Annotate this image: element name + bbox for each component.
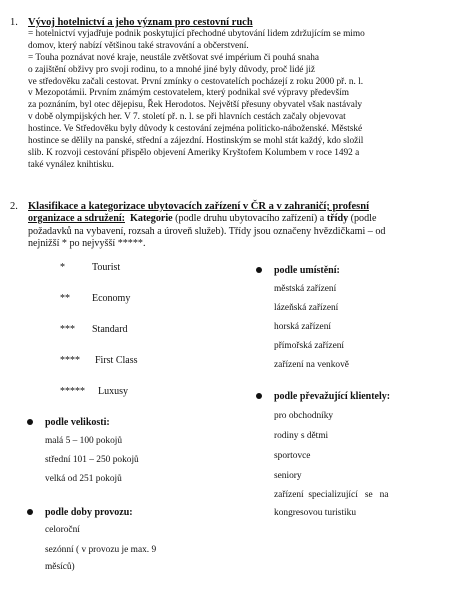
paragraph-line: = hotelnictví vyjadřuje podnik poskytující přechodné ubytování lidem zdržujícím se mimo [28,29,365,39]
list-item: zařízení specializující se na [274,490,389,500]
paragraph-line: v době olympijských her. V 7. století př. n. l. se při hlavních cestách začaly objevovat [28,112,346,123]
list-item: pro obchodníky [274,411,334,421]
list-item: měsíců) [45,562,75,572]
list-item: celoroční [45,525,80,535]
list-item: sezónní ( v provozu je max. 9 [45,545,157,555]
star-symbol: ** [60,293,70,304]
list-item: seniory [274,471,302,481]
paragraph-line: hostince se dělily na panské, střední a zájezdní. Hostinským se mohl stát každý, kdo složil [28,136,364,147]
list-item: zařízení na venkově [274,360,349,370]
kategorie-term: Kategorie [130,213,173,224]
intro-line: nejnižší * po nejvyšší *****. [28,238,146,250]
section-2-heading-line2: organizace a sdružení: [28,213,125,224]
section-1-number: 1. [10,17,18,28]
paragraph-line: o zajištění obživy pro svoji rodinu, to a mnohé jiné byly důvody, proč lidé již [28,64,316,75]
tridy-term: třídy [326,213,349,224]
section-1-paragraph [28,29,448,172]
star-label: Tourist [92,262,121,273]
section-2-heading-line1: Klasifikace a kategorizace ubytovacích zařízení v ČR a v zahraničí; profesní [28,201,370,212]
list-item: střední 101 – 250 pokojů [45,455,139,465]
list-item: rodiny s dětmi [274,431,329,441]
star-symbol: **** [60,355,80,366]
paragraph-line: = Touha poznávat nové kraje, neustále zvětšovat své impérium či pouhá snaha [28,52,319,63]
bullet-icon [27,509,33,515]
velikost-heading: podle velikosti: [45,417,110,428]
list-item: lázeňská zařízení [274,303,339,313]
doba-heading: podle doby provozu: [45,507,133,518]
star-symbol: ***** [60,386,85,397]
star-label: Economy [92,293,131,304]
list-item: přímořská zařízení [274,341,345,351]
paragraph-line: slib. K rozvoji cestování přispělo objevení Ameriky Kryštofem Kolumbem v roce 1492 a [28,147,360,158]
paragraph-line: hostince. Ve Středověku byly důvody k cestování zejména politicko-náboženské. Městské [28,124,363,135]
klientely-heading: podle převažující klientely: [274,391,391,402]
star-symbol: *** [60,324,75,335]
bullet-icon [27,419,33,425]
intro-line: požadavků na vybavení, rozsah a úroveň služeb). Třídy jsou označeny hvězdičkami – od [28,225,386,237]
list-item: sportovce [274,451,311,461]
paragraph-line: také vynález knihtisku. [28,159,114,170]
star-label: First Class [95,355,138,366]
star-label: Luxusy [98,386,128,397]
bullet-icon [256,267,262,273]
paragraph-line: domov, který nabízí většinou také stravování a občerstvení. [28,40,249,51]
list-item: kongresovou turistiku [274,508,357,518]
paragraph-line: v Mezopotámii. Prvním známým cestovatelem, který podnikal své výpravy především [28,88,349,99]
bullet-icon [256,393,262,399]
paragraph-line: za poznáním, byl otec dějepisu, Řek Herodotos. Největší přesuny obyvatel však nastávaly [28,100,363,111]
intro-text: (podle druhu ubytovacího zařízení) a [172,213,327,224]
star-label: Standard [92,324,128,335]
section-2-number: 2. [10,201,18,212]
section-1-heading: Vývoj hotelnictví a jeho význam pro cestovní ruch [28,17,253,28]
paragraph-line: ve středověku začali cestovat. První zmínky o cestovatelích pocházejí z roku 2000 př. n. l. [28,76,364,87]
list-item: malá 5 – 100 pokojů [45,436,123,446]
list-item: velká od 251 pokojů [45,474,122,484]
list-item: horská zařízení [274,322,332,332]
intro-text: (podle [348,213,377,224]
list-item: městská zařízení [274,284,337,294]
section-2-intro [28,213,448,251]
umisteni-heading: podle umístění: [274,265,340,276]
star-symbol: * [60,262,65,273]
